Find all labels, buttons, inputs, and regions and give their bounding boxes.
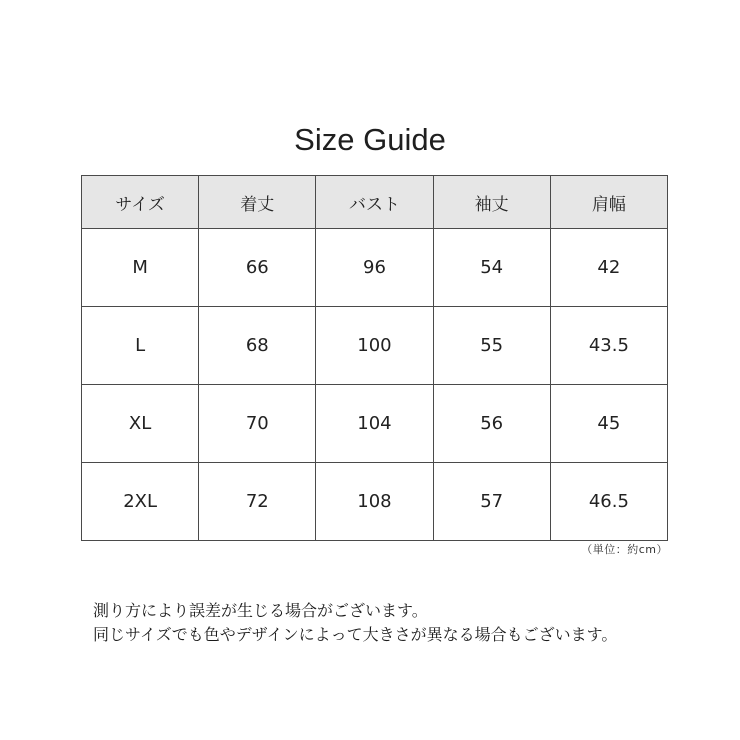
- cell-sleeve: 55: [433, 307, 550, 385]
- table-row: [82, 463, 668, 541]
- cell-sleeve: 57: [433, 463, 550, 541]
- cell-bust: 108: [316, 463, 433, 541]
- note-line: 同じサイズでも色やデザインによって大きさが異なる場合もございます。: [93, 625, 618, 644]
- cell-length: 68: [199, 307, 316, 385]
- cell-length: 70: [199, 385, 316, 463]
- cell-shoulder: 46.5: [550, 463, 667, 541]
- size-table: [81, 175, 668, 541]
- cell-sleeve: 54: [433, 229, 550, 307]
- cell-shoulder: 43.5: [550, 307, 667, 385]
- cell-size: 2XL: [82, 463, 199, 541]
- cell-bust: 100: [316, 307, 433, 385]
- table-header-row: [82, 176, 668, 229]
- unit-note: （単位：約cm）: [581, 543, 668, 556]
- cell-length: 66: [199, 229, 316, 307]
- header-sleeve: 袖丈: [433, 176, 550, 229]
- header-size: サイズ: [82, 176, 199, 229]
- note-line: 測り方により誤差が生じる場合がございます。: [93, 601, 428, 620]
- header-length: 着丈: [199, 176, 316, 229]
- cell-size: L: [82, 307, 199, 385]
- table-row: [82, 385, 668, 463]
- cell-bust: 96: [316, 229, 433, 307]
- table-row: [82, 229, 668, 307]
- page-title: Size Guide: [294, 122, 446, 157]
- cell-size: XL: [82, 385, 199, 463]
- header-bust: バスト: [316, 176, 433, 229]
- cell-size: M: [82, 229, 199, 307]
- notes-block: [93, 599, 617, 647]
- header-shoulder: 肩幅: [550, 176, 667, 229]
- cell-shoulder: 42: [550, 229, 667, 307]
- cell-bust: 104: [316, 385, 433, 463]
- cell-length: 72: [199, 463, 316, 541]
- table-row: [82, 307, 668, 385]
- cell-shoulder: 45: [550, 385, 667, 463]
- cell-sleeve: 56: [433, 385, 550, 463]
